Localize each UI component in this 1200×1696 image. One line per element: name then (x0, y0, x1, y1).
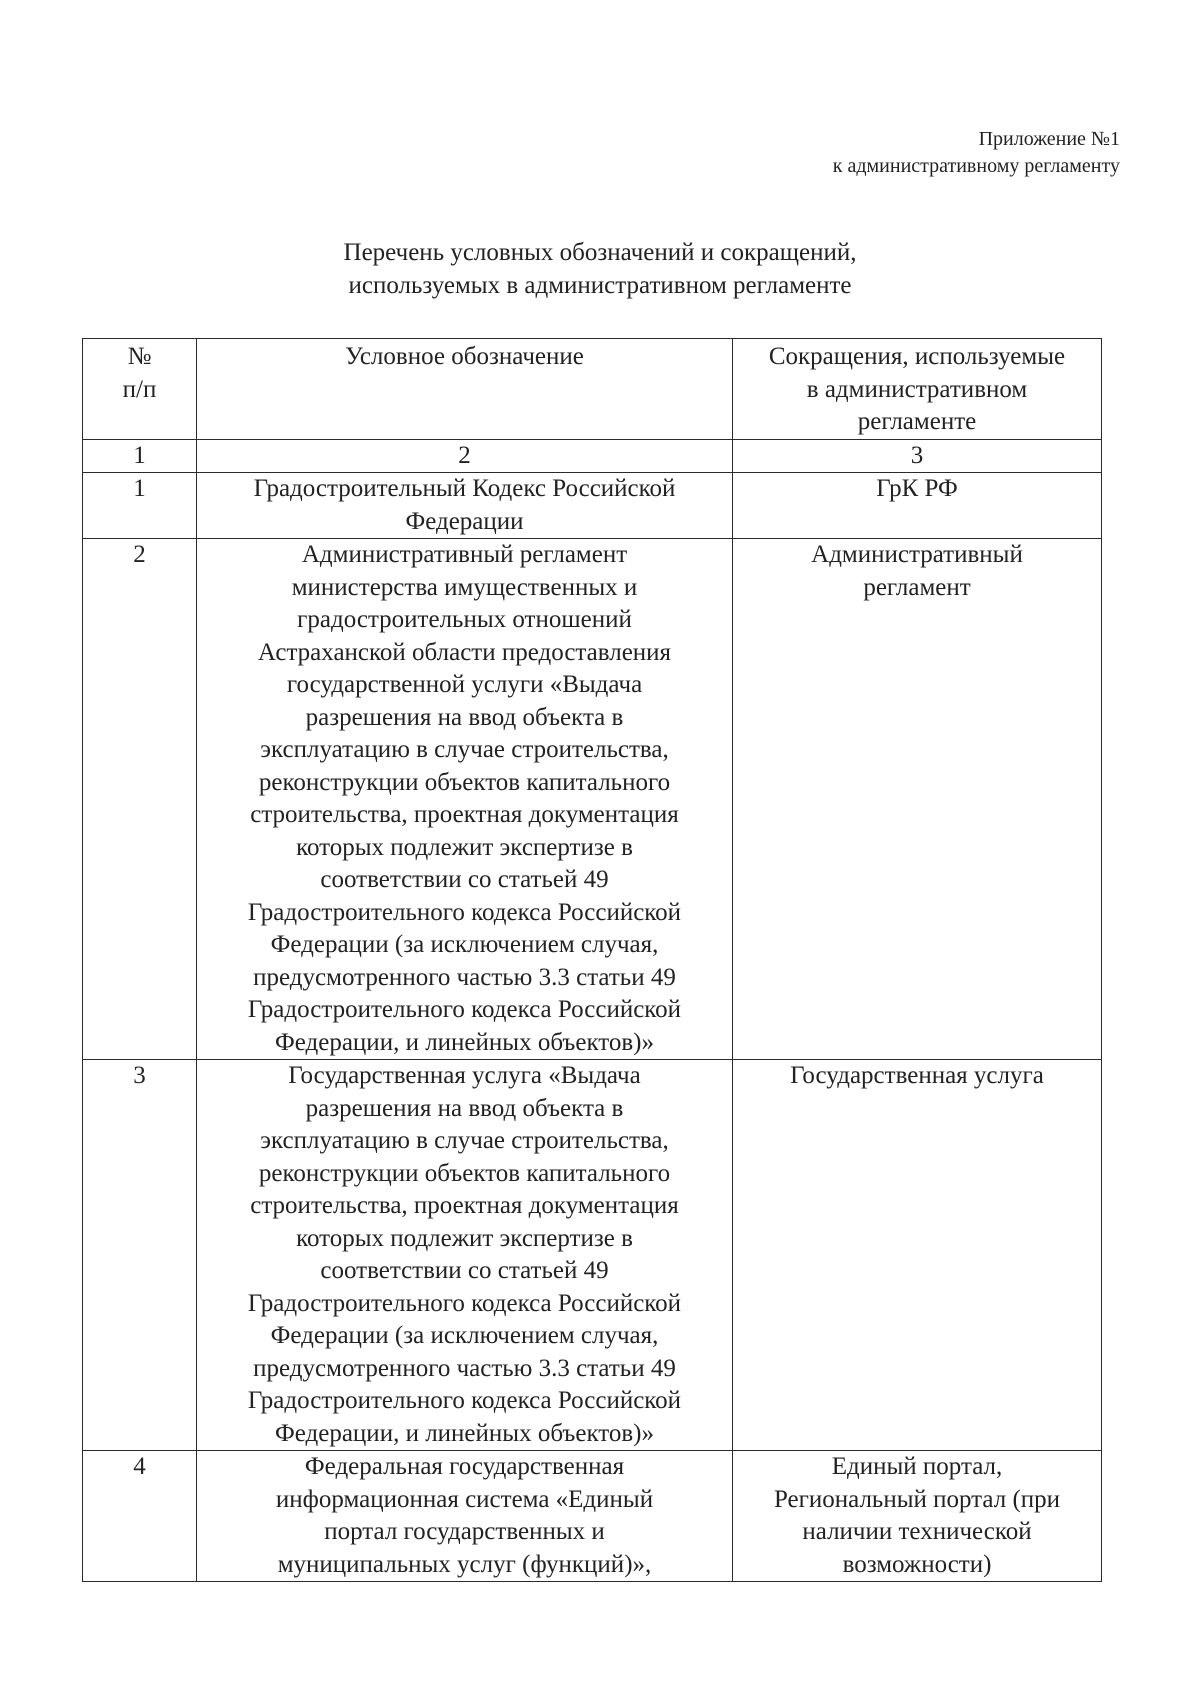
column-number: 2 (197, 439, 733, 473)
row-designation: Административный регламент министерства имущественных и градостроительных отношений Астраханской области предоставления государственной услуги «Выдача разрешения на ввод объекта в эксплуатацию в случае строительства, реконструкции объектов капитального строительства, проектная документация которых подлежит экспертизе в соответствии со статьей 49 Градостроительного кодекса Российской Федерации (за исключением случая, предусмотренного частью 3.3 статьи 49 Градостроительного кодекса Российской Федерации, и линейных объектов)» (197, 539, 733, 1060)
row-designation: Градостроительный Кодекс Российской Федерации (197, 473, 733, 539)
row-abbreviation: ГрК РФ (733, 473, 1102, 539)
appendix-note (833, 126, 1120, 180)
table-row (83, 1451, 1102, 1582)
table-header-row (83, 339, 1102, 440)
document-title-line-2: используемых в административном регламенте (348, 272, 852, 299)
document-title (0, 236, 1200, 302)
header-designation: Условное обозначение (197, 339, 733, 440)
header-number: № п/п (83, 339, 197, 440)
column-number: 1 (83, 439, 197, 473)
header-abbreviation: Сокращения, используемые в административном регламенте (733, 339, 1102, 440)
row-number: 2 (83, 539, 197, 1060)
document-title-line-1: Перечень условных обозначений и сокращений, (343, 239, 857, 266)
table-row (83, 1060, 1102, 1451)
row-designation: Федеральная государственная информационная система «Единый портал государственных и муниципальных услуг (функций)», (197, 1451, 733, 1582)
appendix-reference: к административному регламенту (832, 155, 1120, 177)
abbreviations-table (82, 338, 1102, 1582)
table-row (83, 473, 1102, 539)
appendix-number: Приложение №1 (978, 128, 1120, 150)
row-designation: Государственная услуга «Выдача разрешения на ввод объекта в эксплуатацию в случае строительства, реконструкции объектов капитального строительства, проектная документация которых подлежит экспертизе в соответствии со статьей 49 Градостроительного кодекса Российской Федерации (за исключением случая, предусмотренного частью 3.3 статьи 49 Градостроительного кодекса Российской Федерации, и линейных объектов)» (197, 1060, 733, 1451)
column-number-row (83, 439, 1102, 473)
table-row (83, 539, 1102, 1060)
row-abbreviation: Административный регламент (733, 539, 1102, 1060)
row-abbreviation: Государственная услуга (733, 1060, 1102, 1451)
row-abbreviation: Единый портал, Региональный портал (при наличии технической возможности) (733, 1451, 1102, 1582)
row-number: 4 (83, 1451, 197, 1582)
row-number: 1 (83, 473, 197, 539)
row-number: 3 (83, 1060, 197, 1451)
column-number: 3 (733, 439, 1102, 473)
